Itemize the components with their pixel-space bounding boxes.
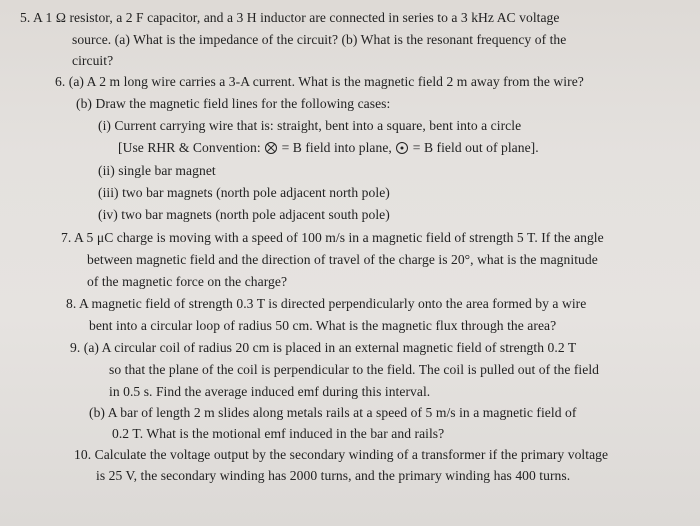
circled-cross-icon (265, 142, 277, 154)
q5-line-3: circuit? (72, 53, 114, 68)
convention-prefix: [Use RHR & Convention: (118, 140, 261, 155)
convention-into-text: = B field into plane, (281, 140, 392, 155)
q8-line-2: bent into a circular loop of radius 50 cm. What is the magnetic flux through the area? (89, 318, 557, 333)
q10-line-1: 10. Calculate the voltage output by the secondary winding of a transformer if the primary voltage (74, 447, 609, 462)
convention-out-text: = B field out of plane]. (412, 140, 539, 155)
convention-line (118, 139, 539, 156)
q9b-line-2: 0.2 T. What is the motional emf induced in the bar and rails? (112, 426, 445, 441)
q6b-i-line: (i) Current carrying wire that is: straight, bent into a square, bent into a circle (98, 118, 522, 133)
q7-line-3: of the magnetic force on the charge? (87, 274, 288, 289)
q6b-line: (b) Draw the magnetic field lines for the following cases: (76, 96, 391, 111)
q6b-iv-line: (iv) two bar magnets (north pole adjacent south pole) (98, 207, 390, 222)
q8-line-1: 8. A magnetic field of strength 0.3 T is directed perpendicularly onto the area formed by a wire (66, 296, 587, 311)
q9a-line-3: in 0.5 s. Find the average induced emf during this interval. (109, 384, 431, 399)
q5-line-1: 5. A 1 Ω resistor, a 2 F capacitor, and a 3 H inductor are connected in series to a 3 kHz AC voltage (20, 10, 560, 25)
q9a-line-1: 9. (a) A circular coil of radius 20 cm is placed in an external magnetic field of strength 0.2 T (70, 340, 577, 355)
q9b-line-1: (b) A bar of length 2 m slides along metals rails at a speed of 5 m/s in a magnetic field of (89, 405, 577, 420)
q6b-iii-line: (iii) two bar magnets (north pole adjacent north pole) (98, 185, 390, 200)
q6a-line: 6. (a) A 2 m long wire carries a 3-A current. What is the magnetic field 2 m away from the wire? (55, 74, 584, 89)
q7-line-2: between magnetic field and the direction of travel of the charge is 20°, what is the magnitude (87, 252, 598, 267)
circled-dot-icon (396, 142, 408, 154)
q9a-line-2: so that the plane of the coil is perpendicular to the field. The coil is pulled out of the field (109, 362, 600, 377)
q7-line-1: 7. A 5 μC charge is moving with a speed of 100 m/s in a magnetic field of strength 5 T. If the angle (61, 230, 604, 245)
q6b-ii-line: (ii) single bar magnet (98, 163, 216, 178)
q10-line-2: is 25 V, the secondary winding has 2000 turns, and the primary winding has 400 turns. (96, 468, 571, 483)
q5-line-2: source. (a) What is the impedance of the circuit? (b) What is the resonant frequency of the (72, 32, 567, 47)
